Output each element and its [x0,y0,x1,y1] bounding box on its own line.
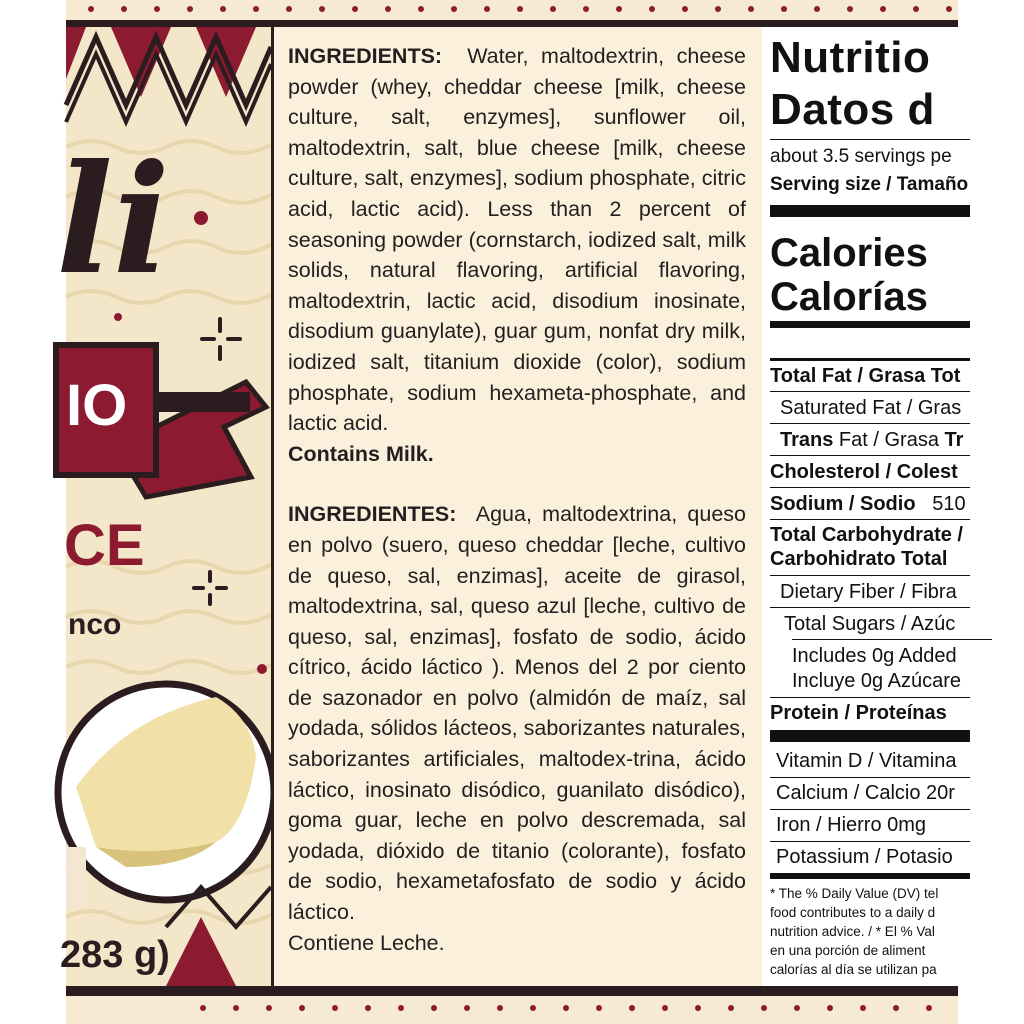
bottom-dot-border [66,996,958,1024]
top-border-line [66,20,958,27]
zigzag-pattern-top [66,27,271,122]
front-label-art [56,27,271,986]
total-carbohydrate-row: Total Carbohydrate / [770,524,963,546]
ingredients-spanish [288,499,746,927]
calcium-row: Calcium / Calcio 20r [776,782,955,804]
subtitle-text: nco [68,608,122,641]
protein-row: Protein / Proteínas [770,702,947,724]
nutrition-title-es: Datos d [770,85,935,134]
sodium-row: Sodium / Sodio 510 [770,493,966,515]
label-illustration [56,27,271,986]
servings-per-container: about 3.5 servings pe [770,146,952,167]
footnote-line-1: * The % Daily Value (DV) tel [770,886,939,901]
trans-fat-row: Trans Fat / Grasa Tr [780,429,964,451]
allergen-statement-es: Contiene Leche. [288,930,445,955]
nutrition-facts-panel [762,27,969,986]
footnote-line-2: food contributes to a daily d [770,905,936,920]
added-sugars-row-es: Incluye 0g Azúcare [792,670,961,692]
cholesterol-row: Cholesterol / Colest [770,461,958,483]
ingredients-body-es: Agua, maltodextrina, queso en polvo (suero, queso cheddar [leche, cultivo de queso, sal, enzimas], aceite de girasol, maltodextrina, sal, queso azul [leche, cultivo de queso, sal, enzimas], fosfato de sodio, ácido cítrico, ácido láctico ). Menos del 2 por ciento de sazonador en polvo (almidón de maíz, sal yodada, sólidos lácteos, saborizantes naturales, saborizantes artificiales, maltodex-trina, ácido láctico, inosinato disódico, guanilato disódico), goma guar, leche en polvo descremada, sal yodada, dióxido de titanio (colorante), fosfato de sodio, hexametafosfato de sodio y ácido láctico. [288,502,747,925]
bottom-border-line [66,986,958,996]
total-fat-row: Total Fat / Grasa Tot [770,365,961,387]
ingredients-text [288,41,746,958]
brand-script-text: li [56,132,170,308]
calories-label-es: Calorías [770,275,928,319]
footnote-line-4: en una porción de aliment [770,943,926,958]
product-name-text: CE [64,513,145,578]
ribbon-banner [56,345,266,497]
added-sugars-row: Includes 0g Added [792,645,957,667]
ingredients-english [288,41,746,439]
banner-text: IO [66,373,128,438]
vitamin-d-row: Vitamin D / Vitamina [776,750,957,772]
potassium-row: Potassium / Potasio [776,846,953,868]
top-dot-border [66,0,958,20]
nutrition-title-en: Nutritio [770,33,931,82]
dietary-fiber-row: Dietary Fiber / Fibra [780,581,957,603]
total-sugars-row: Total Sugars / Azúc [784,613,956,635]
carbohidrato-total-row: Carbohidrato Total [770,548,948,570]
footnote-line-3: nutrition advice. / * El % Val [770,924,935,939]
saturated-fat-row: Saturated Fat / Gras [780,397,962,419]
ingredients-heading-en: INGREDIENTS: [288,44,443,68]
ingredients-body-en: Water, maltodextrin, cheese powder (whey, cheddar cheese [milk, cheese culture, salt, enzymes], sunflower oil, maltodextrin, salt, blue cheese [milk, cheese culture, salt, enzymes], sodium phosphate, citric acid, lactic acid). Less than 2 percent of seasoning powder (cornstarch, iodized salt, milk solids, natural flavoring, artificial flavoring, maltodextrin, lactic acid, disodium inosinate, disodium guanylate), guar gum, nonfat dry milk, iodized salt, titanium dioxide (color), sodium phosphate, sodium hexameta-phosphate, and lactic acid. [288,44,747,436]
calories-label-en: Calories [770,231,928,275]
ingredients-panel [271,27,823,986]
ingredients-heading-es: INGREDIENTES: [288,502,457,527]
allergen-statement-en: Contains Milk. [288,441,434,466]
footnote-line-5: calorías al día se utilizan pa [770,962,937,977]
iron-row: Iron / Hierro 0mg [776,814,927,836]
cheese-image [58,684,274,900]
sparkle-icon [202,319,240,359]
sparkle-icon-2 [194,572,226,604]
serving-size: Serving size / Tamaño [770,174,969,195]
net-weight-text: 283 g) [60,934,170,976]
